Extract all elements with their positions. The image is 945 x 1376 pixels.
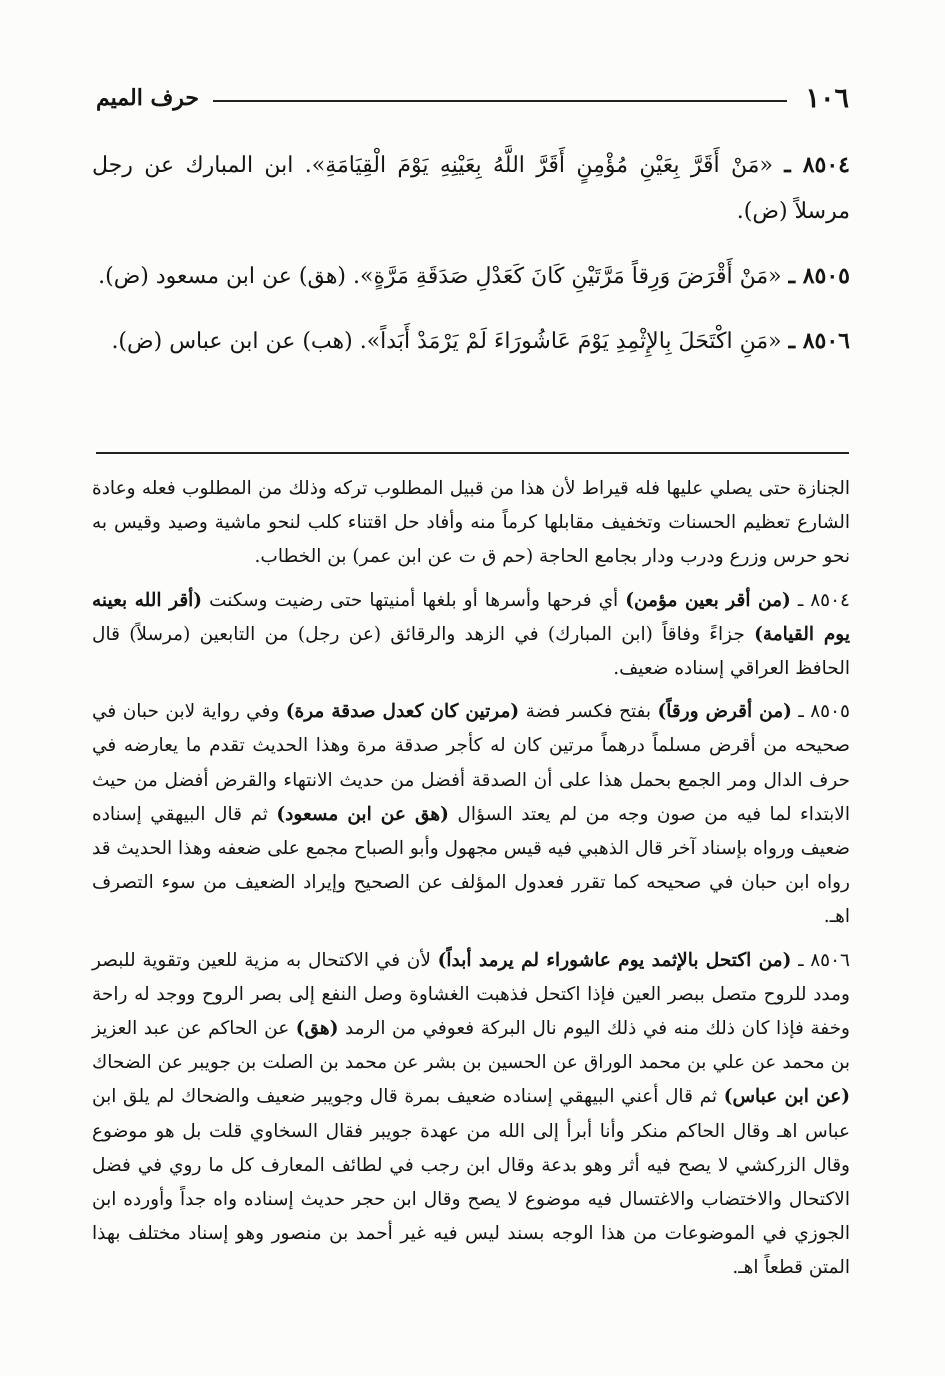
footnote-divider [96,452,849,454]
quoted-text: (هق عن ابن مسعود) [276,803,449,825]
quoted-text: (عن ابن عباس) [723,1086,850,1108]
hadith-text: «مَنِ اكْتَحَلَ بِالإِثْمِدِ يَوْمَ عَاشُورَاءَ لَمْ يَرْمَدْ أَبَداً». [359,329,782,354]
hadith-number: ٨٥٠٤ ـ [784,152,850,178]
commentary-intro: الجنازة حتى يصلي عليها فله قيراط لأن هذا من قبيل المطلوب تركه وذلك من المطلوب فعله وعادة الشارع تعظيم الحسنات وتخفيف مقابلها كرماً منه وأفاد حل اقتناء كلب لنحو ماشية وصيد وقيس به نحو حرس وزرع ودرب ودار بجامع الحاجة (حم ق ت عن ابن عمر) بن الخطاب. [92,478,850,568]
hadith-list [92,142,850,383]
quoted-text: (مرتين كان كعدل صدقة مرة) [285,701,520,723]
hadith-source: ابن المبارك عن رجل مرسلاً (ض). [92,153,850,224]
commentary-number: ٨٥٠٥ ـ [798,701,850,723]
commentary-8506 [92,944,850,1286]
commentary-text: أي فرحها وأسرها أو بلغها أمنيتها حتى رضيت وسكنت [202,589,626,611]
commentary-8504 [92,584,850,687]
quoted-text: (من أقرض ورقاً) [657,701,792,723]
commentary-text: جزاءً وفاقاً (ابن المبارك) في الزهد والرقائق (عن رجل) من التابعين (مرسلاً) قال الحافظ العراقي إسناده ضعيف. [92,623,850,680]
hadith-text: «مَنْ أَقَرَّ بِعَيْنِ مُؤْمِنٍ أَقَرَّ اللَّهُ بِعَيْنِهِ يَوْمَ الْقِيَامَةِ». [304,153,773,178]
commentary-text: وفي رواية لابن حبان في صحيحه من أقرض مسلماً درهماً مرتين كان له كأجر صدقة مرة وهذا الحديث تقدم ما يعارضه في حرف الدال ومر الجمع بحمل هذا على أن الصدقة أفضل من حديث الانتهاء والقرض أفضل من حيث الابتداء لما فيه من صون وجه من لم يعتد السؤال [92,701,850,825]
commentary-number: ٨٥٠٤ ـ [797,589,850,611]
page-header [96,78,849,118]
quoted-text: (هق) [295,1018,339,1040]
hadith-entry [92,253,850,300]
hadith-number: ٨٥٠٦ ـ [788,328,850,354]
quoted-text: (من أقر بعين مؤمن) [625,589,791,611]
commentary-text: عن الحاكم عن عبد العزيز بن محمد عن علي بن محمد الوراق عن الحسين بن بشر عن محمد بن الصلت بن جويبر عن الضحاك [92,1018,850,1074]
hadith-text: «مَنْ أَقْرَضَ وَرِقاً مَرَّتَيْنِ كَانَ كَعَدْلِ صَدَقَةِ مَرَّةٍ». [353,264,782,289]
hadith-source: (هق) عن ابن مسعود (ض). [98,264,347,289]
commentary-number: ٨٥٠٦ ـ [798,949,850,971]
commentary-text: ثم قال أعني البيهقي إسناده ضعيف بمرة قال وجويبر ضعيف والضحاك لم يلق ابن عباس اهـ وقال الحاكم منكر وأنا أبرأ إلى الله من عهدة جويبر فقال السخاوي قلت بل هو موضوع وقال الزركشي لا يصح فيه أثر وهو بدعة وقال ابن رجب في لطائف المعارف كل ما روي في فضل الاكتحال والاختضاب والاغتسال فيه موضوع لا يصح وقال ابن حجر حديث إسناده واه جداً وأورده ابن الجوزي في الموضوعات من هذا الوجه بسند ليس فيه غير أحمد بن منصور وهو إسناد مختلف بهذا المتن قطعاً اهـ. [92,1086,850,1279]
commentary [92,472,850,1295]
chapter-title: حرف الميم [96,85,200,111]
commentary-text: ثم قال البيهقي إسناده ضعيف ورواه بإسناد آخر قال الذهبي فيه قيس مجهول وأبو الصباح مجمع على ضعفه وهذا الحديث قد رواه ابن حبان في صحيحه كما تقرر فعدول المؤلف عن الصحيح وإيراد الضعيف من سوء التصرف اهـ. [91,803,850,928]
hadith-entry [92,318,850,365]
commentary-text: لأن في الاكتحال به مزية للعين وتقوية للبصر ومدد للروح متصل ببصر العين فإذا اكتحل فذهبت الغشاوة وصل النفع إلى بصر الروح ووجد له راحة وخفة فإذا كان ذلك منه في ذلك اليوم نال البركة فعوفي من الرمد [92,949,850,1040]
header-rule [213,100,787,102]
quoted-text: (من اكتحل بالإثمد يوم عاشوراء لم يرمد أبداً) [437,949,792,971]
hadith-number: ٨٥٠٥ ـ [788,263,850,289]
commentary-8505 [92,695,850,934]
commentary-text: بفتح فكسر فضة [519,701,658,723]
hadith-source: (هب) عن ابن عباس (ض). [111,329,353,354]
page-number: ١٠٦ [805,82,849,114]
quoted-text: (أقر الله بعينه يوم القيامة) [92,589,850,645]
hadith-entry [92,142,850,235]
